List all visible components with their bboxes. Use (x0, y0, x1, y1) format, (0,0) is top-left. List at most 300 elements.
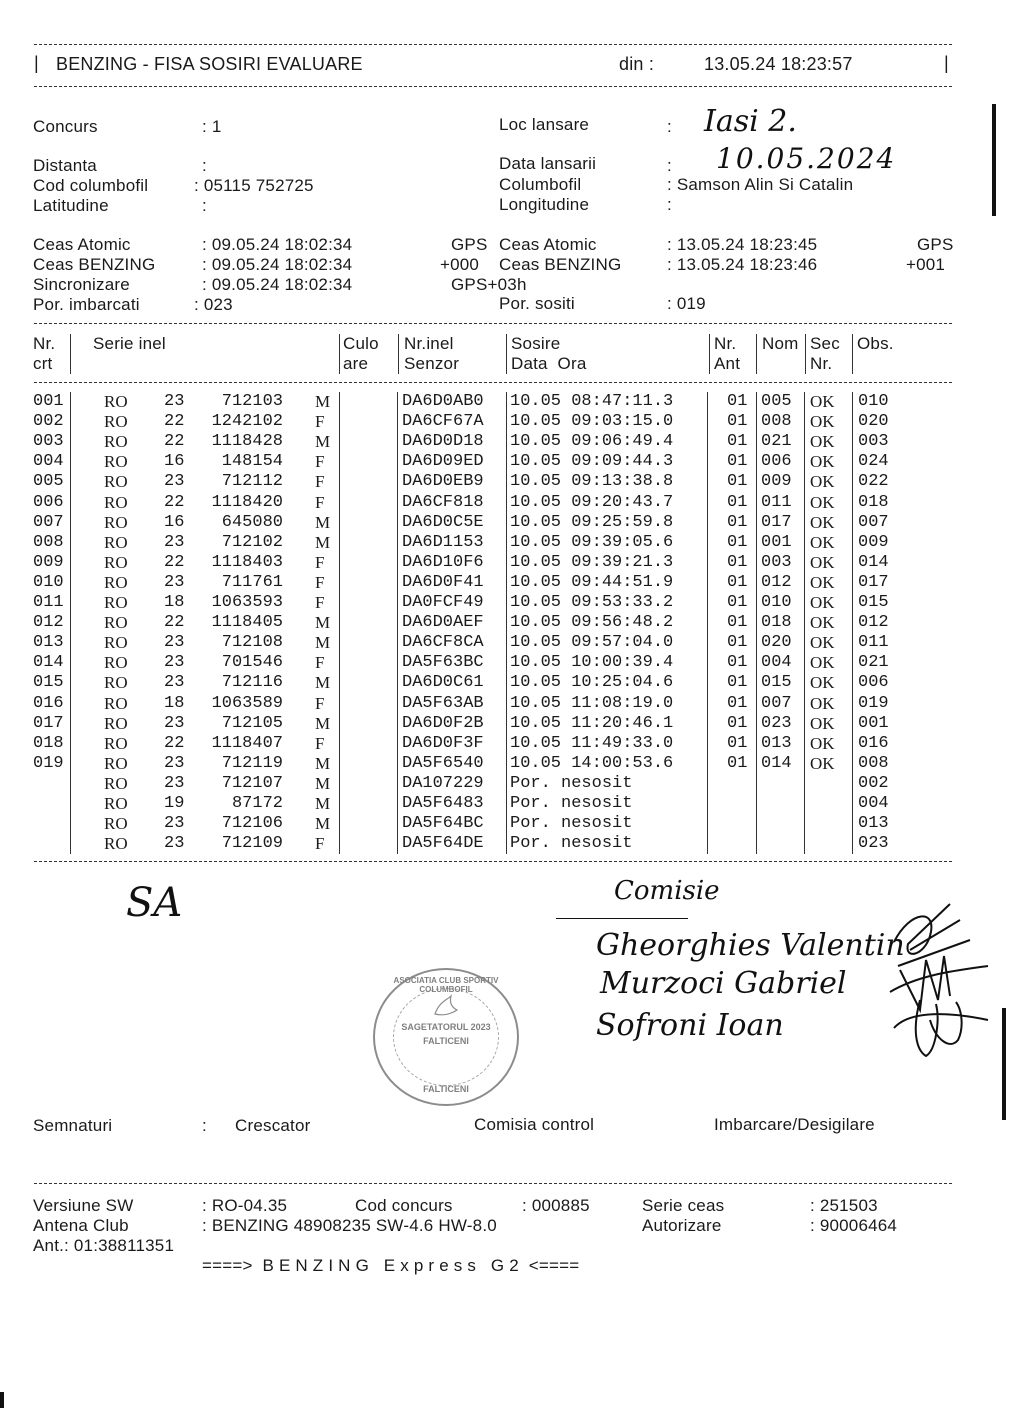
table-row (0, 412, 1024, 432)
distanta-value: : (202, 156, 207, 175)
cell-nr: 001 (33, 392, 64, 411)
cell-sec: OK (810, 512, 835, 532)
table-row (0, 513, 1024, 533)
table-row (0, 472, 1024, 492)
scan-edge-right (992, 104, 996, 216)
cell-ant: 01 (727, 653, 748, 673)
cell-nom: 001 (761, 532, 792, 552)
cell-ant: 01 (727, 633, 748, 653)
longitudine-value: : (667, 195, 672, 214)
divider-table-bottom (34, 861, 952, 862)
clock-suffix: GPS+03h (451, 275, 527, 294)
cell-inel: 712109 (221, 834, 283, 854)
cell-sosire: 10.05 09:06:49.4 (510, 432, 674, 452)
cell-tara: RO (104, 552, 128, 572)
cell-senzor: DA6D0C61 (402, 673, 484, 693)
cell-sosire: 10.05 09:09:44.3 (510, 452, 674, 472)
cell-obs: 016 (858, 733, 889, 753)
cell-obs: 001 (858, 713, 889, 733)
imbarcare-label: Imbarcare/Desigilare (714, 1115, 875, 1134)
loc-lansare-label: Loc lansare (499, 115, 590, 134)
cell-an: 19 (164, 794, 185, 813)
cell-sex: F (315, 412, 325, 432)
scan-edge-right-lower (1002, 1008, 1006, 1120)
autorizare-label: Autorizare (642, 1216, 722, 1235)
header-right-bar: | (944, 53, 949, 73)
cell-obs: 010 (858, 392, 889, 411)
cell-sec: OK (810, 693, 835, 713)
cell-nr: 007 (33, 512, 64, 532)
cell-sosire: 10.05 11:49:33.0 (510, 733, 674, 753)
cell-tara: RO (104, 633, 128, 653)
cell-senzor: DA5F6540 (402, 753, 484, 773)
cell-inel: 712116 (221, 673, 283, 693)
cell-inel: 712105 (221, 713, 283, 733)
concurs-value: : 1 (202, 117, 222, 136)
cell-sosire: 10.05 09:13:38.8 (510, 472, 674, 492)
cell-obs: 004 (858, 794, 889, 813)
cell-nom: 014 (761, 753, 792, 773)
header-sep-culoare (398, 334, 399, 374)
cell-sex: F (315, 552, 325, 572)
cell-sec: OK (810, 532, 835, 552)
commission-member: Gheorghies Valentin (596, 928, 905, 963)
clock-value: : 13.05.24 18:23:45 (667, 235, 818, 254)
cell-nr: 003 (33, 432, 64, 452)
cell-sosire: 10.05 10:00:39.4 (510, 653, 674, 673)
cell-senzor: DA5F64BC (402, 814, 484, 834)
cell-nom: 005 (761, 392, 792, 411)
cell-ant: 01 (727, 593, 748, 612)
cell-an: 22 (164, 552, 185, 572)
cell-sosire: 10.05 09:25:59.8 (510, 512, 674, 532)
data-lansarii-colon: : (667, 156, 672, 175)
header-sec-1: Sec (810, 334, 840, 353)
cell-tara: RO (104, 733, 128, 753)
cell-nom: 008 (761, 412, 792, 432)
signature-scribble-3 (894, 1000, 988, 1056)
cell-nr: 009 (33, 552, 64, 572)
clock-value: : 09.05.24 18:02:34 (202, 275, 353, 294)
header-sep-serie (339, 334, 340, 374)
cell-an: 23 (164, 814, 185, 834)
cell-sosire: 10.05 09:56:48.2 (510, 613, 674, 633)
cell-tara: RO (104, 432, 128, 452)
cell-sex: F (315, 593, 325, 612)
cell-sosire: 10.05 11:08:19.0 (510, 693, 674, 713)
cell-obs: 009 (858, 532, 889, 552)
clock-value: : 13.05.24 18:23:46 (667, 255, 818, 274)
cell-an: 22 (164, 733, 185, 753)
header-serie: Serie inel (93, 334, 166, 353)
clock-value: : 09.05.24 18:02:34 (202, 235, 353, 254)
cell-inel: 1118403 (211, 552, 283, 572)
cell-tara: RO (104, 834, 128, 854)
cell-sex: M (315, 532, 331, 552)
cell-senzor: DA107229 (402, 773, 484, 793)
stamp-bottom-text: FALTICENI (423, 1084, 469, 1094)
clock-value: : 09.05.24 18:02:34 (202, 255, 353, 274)
cell-an: 16 (164, 512, 185, 532)
cell-sec: OK (810, 713, 835, 733)
cell-sex: M (315, 613, 331, 633)
cell-tara: RO (104, 653, 128, 673)
body-sep-ant (756, 392, 757, 854)
longitudine-label: Longitudine (499, 195, 590, 214)
cell-ant: 01 (727, 492, 748, 512)
comisia-control-label: Comisia control (474, 1115, 595, 1134)
cell-inel: 87172 (231, 794, 283, 813)
cell-nom: 009 (761, 472, 792, 492)
cell-obs: 023 (858, 834, 889, 854)
header-nrinel-1: Nr.inel (404, 334, 454, 353)
cell-an: 18 (164, 593, 185, 612)
cell-obs: 019 (858, 693, 889, 713)
cell-senzor: DA6D1153 (402, 532, 484, 552)
table-row (0, 653, 1024, 673)
cell-senzor: DA5F6483 (402, 794, 484, 813)
antena-value: : BENZING 48908235 SW-4.6 HW-8.0 (202, 1216, 497, 1235)
cell-ant: 01 (727, 673, 748, 693)
cell-nr: 005 (33, 472, 64, 492)
cell-senzor: DA6D0F3F (402, 733, 484, 753)
cell-obs: 011 (858, 633, 889, 653)
cell-nom: 007 (761, 693, 792, 713)
header-nrinel-2: Senzor (404, 354, 460, 373)
cell-nom: 010 (761, 593, 792, 612)
cell-senzor: DA6CF67A (402, 412, 484, 432)
table-row (0, 694, 1024, 714)
body-sep-nom (804, 392, 805, 854)
cell-sec: OK (810, 572, 835, 592)
data-lansarii-value: 10.05.2024 (716, 142, 897, 175)
stamp-middle-text: SAGETATORUL 2023 (401, 1022, 491, 1032)
cell-an: 23 (164, 773, 185, 793)
cell-nr: 014 (33, 653, 64, 673)
header-sep-ant (756, 334, 757, 374)
clock-label: Por. sositi (499, 294, 575, 313)
cell-sec: OK (810, 392, 835, 411)
divider-header-rows (34, 382, 952, 383)
cell-tara: RO (104, 572, 128, 592)
latitudine-label: Latitudine (33, 196, 109, 215)
cell-obs: 017 (858, 572, 889, 592)
semnaturi-colon: : (202, 1116, 207, 1135)
cell-nom: 017 (761, 512, 792, 532)
cell-sex: M (315, 673, 331, 693)
cell-an: 23 (164, 753, 185, 773)
cell-tara: RO (104, 814, 128, 834)
table-row (0, 834, 1024, 854)
cell-an: 18 (164, 693, 185, 713)
cell-sec: OK (810, 633, 835, 653)
antena-label: Antena Club (33, 1216, 129, 1235)
cell-senzor: DA5F64DE (402, 834, 484, 854)
cell-obs: 020 (858, 412, 889, 432)
cell-sex: M (315, 713, 331, 733)
cell-sec: OK (810, 593, 835, 612)
clock-label: Por. imbarcati (33, 295, 140, 314)
cell-an: 22 (164, 432, 185, 452)
cell-obs: 006 (858, 673, 889, 693)
versiune-value: : RO-04.35 (202, 1196, 288, 1215)
cell-sosire: Por. nesosit (510, 814, 633, 834)
loc-lansare-value: Iasi 2. (704, 104, 797, 139)
cell-inel: 1118405 (211, 613, 283, 633)
cell-an: 23 (164, 572, 185, 592)
cell-inel: 701546 (221, 653, 283, 673)
cell-tara: RO (104, 593, 128, 612)
brand-line: ====> B E N Z I N G E x p r e s s G 2 <==== (202, 1256, 580, 1275)
cell-sec: OK (810, 492, 835, 512)
cell-ant: 01 (727, 713, 748, 733)
cell-senzor: DA5F63AB (402, 693, 484, 713)
cell-nom: 021 (761, 432, 792, 452)
cell-nom: 004 (761, 653, 792, 673)
clock-label: Sincronizare (33, 275, 130, 294)
table-row (0, 573, 1024, 593)
body-sep-serie (339, 392, 340, 854)
header-nom: Nom (762, 334, 799, 353)
concurs-label: Concurs (33, 117, 98, 136)
cell-tara: RO (104, 412, 128, 432)
cell-an: 23 (164, 673, 185, 693)
table-row (0, 392, 1024, 412)
stamp-top-text: ASOCIATIA CLUB SPORTIV COLUMBOFIL (393, 976, 499, 994)
commission-signature-marks (880, 900, 990, 1070)
cell-senzor: DA6D10F6 (402, 552, 484, 572)
commission-underline (556, 918, 688, 919)
versiune-label: Versiune SW (33, 1196, 134, 1215)
cell-sec: OK (810, 552, 835, 572)
document-title: BENZING - FISA SOSIRI EVALUARE (56, 54, 363, 74)
cell-inel: 712119 (221, 753, 283, 773)
cell-sex: M (315, 794, 331, 813)
cell-sosire: Por. nesosit (510, 834, 633, 854)
body-sep-culoare (397, 392, 398, 854)
cell-nom: 015 (761, 673, 792, 693)
cell-sec: OK (810, 412, 835, 432)
cell-an: 16 (164, 452, 185, 472)
print-date-label: din : (619, 54, 655, 74)
cell-sex: M (315, 633, 331, 653)
header-sep-nr (70, 334, 71, 374)
cell-an: 23 (164, 713, 185, 733)
latitudine-value: : (202, 196, 207, 215)
breeder-signature: SA (126, 880, 183, 926)
cell-inel: 712112 (221, 472, 283, 492)
cell-an: 22 (164, 613, 185, 633)
cell-nr: 011 (33, 593, 64, 612)
header-crt: crt (33, 354, 53, 373)
cell-tara: RO (104, 532, 128, 552)
cell-senzor: DA6D0F41 (402, 572, 484, 592)
cell-sex: F (315, 472, 325, 492)
cell-ant: 01 (727, 412, 748, 432)
cell-senzor: DA6D09ED (402, 452, 484, 472)
table-row (0, 593, 1024, 613)
cell-obs: 012 (858, 613, 889, 633)
cell-inel: 711761 (221, 572, 283, 592)
clock-suffix: GPS (451, 235, 488, 254)
cell-nr: 002 (33, 412, 64, 432)
cell-senzor: DA6CF818 (402, 492, 484, 512)
cell-nr: 015 (33, 673, 64, 693)
table-row (0, 714, 1024, 734)
cell-nr: 012 (33, 613, 64, 633)
cell-nr: 010 (33, 572, 64, 592)
cell-obs: 021 (858, 653, 889, 673)
clock-label: Ceas Atomic (33, 235, 131, 254)
cell-senzor: DA6D0EB9 (402, 472, 484, 492)
cell-ant: 01 (727, 552, 748, 572)
header-sosire-2: Data Ora (511, 354, 587, 373)
cell-nr: 004 (33, 452, 64, 472)
body-sep-nr (70, 392, 71, 854)
cell-tara: RO (104, 794, 128, 813)
clock-value: : 019 (667, 294, 706, 313)
cell-an: 23 (164, 653, 185, 673)
divider-header-bottom (34, 86, 952, 87)
cell-an: 23 (164, 532, 185, 552)
cell-senzor: DA5F63BC (402, 653, 484, 673)
cell-nom: 011 (761, 492, 792, 512)
antenna-line: Ant.: 01:38811351 (33, 1236, 175, 1255)
cell-senzor: DA6D0AEF (402, 613, 484, 633)
print-date-value: 13.05.24 18:23:57 (704, 54, 853, 74)
cell-nom: 018 (761, 613, 792, 633)
cell-obs: 015 (858, 593, 889, 612)
header-obs: Obs. (857, 334, 894, 353)
cell-nom: 020 (761, 633, 792, 653)
cell-an: 23 (164, 633, 185, 653)
cell-inel: 712108 (221, 633, 283, 653)
table-row (0, 493, 1024, 513)
autorizare-value: : 90006464 (810, 1216, 898, 1235)
cell-sosire: 10.05 10:25:04.6 (510, 673, 674, 693)
cell-sex: M (315, 773, 331, 793)
table-row (0, 432, 1024, 452)
columbofil-value: : Samson Alin Si Catalin (667, 175, 854, 194)
cell-sosire: 10.05 11:20:46.1 (510, 713, 674, 733)
cell-inel: 148154 (221, 452, 283, 472)
clock-label: Ceas BENZING (499, 255, 622, 274)
cell-sex: F (315, 452, 325, 472)
cell-ant: 01 (727, 613, 748, 633)
header-culoare-1: Culo (343, 334, 379, 353)
cell-sosire: Por. nesosit (510, 773, 633, 793)
cell-obs: 002 (858, 773, 889, 793)
stamp-city-text: FALTICENI (423, 1036, 469, 1046)
table-row (0, 754, 1024, 774)
cell-obs: 007 (858, 512, 889, 532)
cell-inel: 712106 (221, 814, 283, 834)
cell-ant: 01 (727, 572, 748, 592)
cell-sosire: 10.05 09:57:04.0 (510, 633, 674, 653)
header-sec-2: Nr. (810, 354, 833, 373)
cell-tara: RO (104, 512, 128, 532)
cell-obs: 013 (858, 814, 889, 834)
cod-concurs-label: Cod concurs (355, 1196, 453, 1215)
cell-sec: OK (810, 452, 835, 472)
cell-nr: 006 (33, 492, 64, 512)
table-row (0, 553, 1024, 573)
commission-title: Comisie (614, 876, 720, 906)
cell-senzor: DA6D0C5E (402, 512, 484, 532)
cell-sex: F (315, 572, 325, 592)
data-lansarii-label: Data lansarii (499, 154, 597, 173)
cell-ant: 01 (727, 392, 748, 411)
cell-senzor: DA0FCF49 (402, 593, 484, 612)
cell-inel: 1063589 (211, 693, 283, 713)
body-sep-sec (852, 392, 853, 854)
cod-columbofil-value: : 05115 752725 (194, 176, 314, 195)
cell-sec: OK (810, 733, 835, 753)
cell-inel: 712103 (221, 392, 283, 411)
cell-ant: 01 (727, 693, 748, 713)
table-row (0, 673, 1024, 693)
cell-nom: 013 (761, 733, 792, 753)
scan-edge-left-bottom (0, 1392, 4, 1408)
header-culoare-2: are (343, 354, 369, 373)
columbofil-label: Columbofil (499, 175, 582, 194)
pigeon-icon (431, 992, 461, 1022)
cell-sex: F (315, 492, 325, 512)
cell-inel: 1063593 (211, 593, 283, 612)
cell-nr: 017 (33, 713, 64, 733)
header-sep-sec (852, 334, 853, 374)
header-nrant-1: Nr. (714, 334, 737, 353)
cell-ant: 01 (727, 432, 748, 452)
semnaturi-label: Semnaturi (33, 1116, 113, 1135)
cell-ant: 01 (727, 452, 748, 472)
cell-sosire: 10.05 09:39:05.6 (510, 532, 674, 552)
cell-nr: 016 (33, 693, 64, 713)
cell-inel: 712102 (221, 532, 283, 552)
header-left-bar: | (34, 53, 39, 73)
cell-ant: 01 (727, 733, 748, 753)
cell-tara: RO (104, 492, 128, 512)
cell-tara: RO (104, 452, 128, 472)
clock-suffix: +001 (906, 255, 946, 274)
body-sep-nrinel (506, 392, 507, 854)
cell-nom: 003 (761, 552, 792, 572)
cell-sec: OK (810, 432, 835, 452)
cell-sosire: Por. nesosit (510, 794, 633, 813)
table-row (0, 452, 1024, 472)
cell-sec: OK (810, 472, 835, 492)
cell-sex: M (315, 392, 331, 411)
cell-sex: M (315, 512, 331, 532)
clock-label: Ceas Atomic (499, 235, 597, 254)
table-row (0, 774, 1024, 794)
serie-ceas-label: Serie ceas (642, 1196, 725, 1215)
cell-sex: M (315, 753, 331, 773)
clock-value: : 023 (194, 295, 233, 314)
cell-sosire: 10.05 08:47:11.3 (510, 392, 674, 411)
cell-senzor: DA6D0D18 (402, 432, 484, 452)
cod-columbofil-label: Cod columbofil (33, 176, 149, 195)
cell-tara: RO (104, 753, 128, 773)
clock-suffix: GPS (917, 235, 954, 254)
cell-nr: 019 (33, 753, 64, 773)
cell-an: 22 (164, 492, 185, 512)
cell-obs: 003 (858, 432, 889, 452)
cell-obs: 022 (858, 472, 889, 492)
cell-obs: 014 (858, 552, 889, 572)
cell-inel: 712107 (221, 773, 283, 793)
table-row (0, 533, 1024, 553)
